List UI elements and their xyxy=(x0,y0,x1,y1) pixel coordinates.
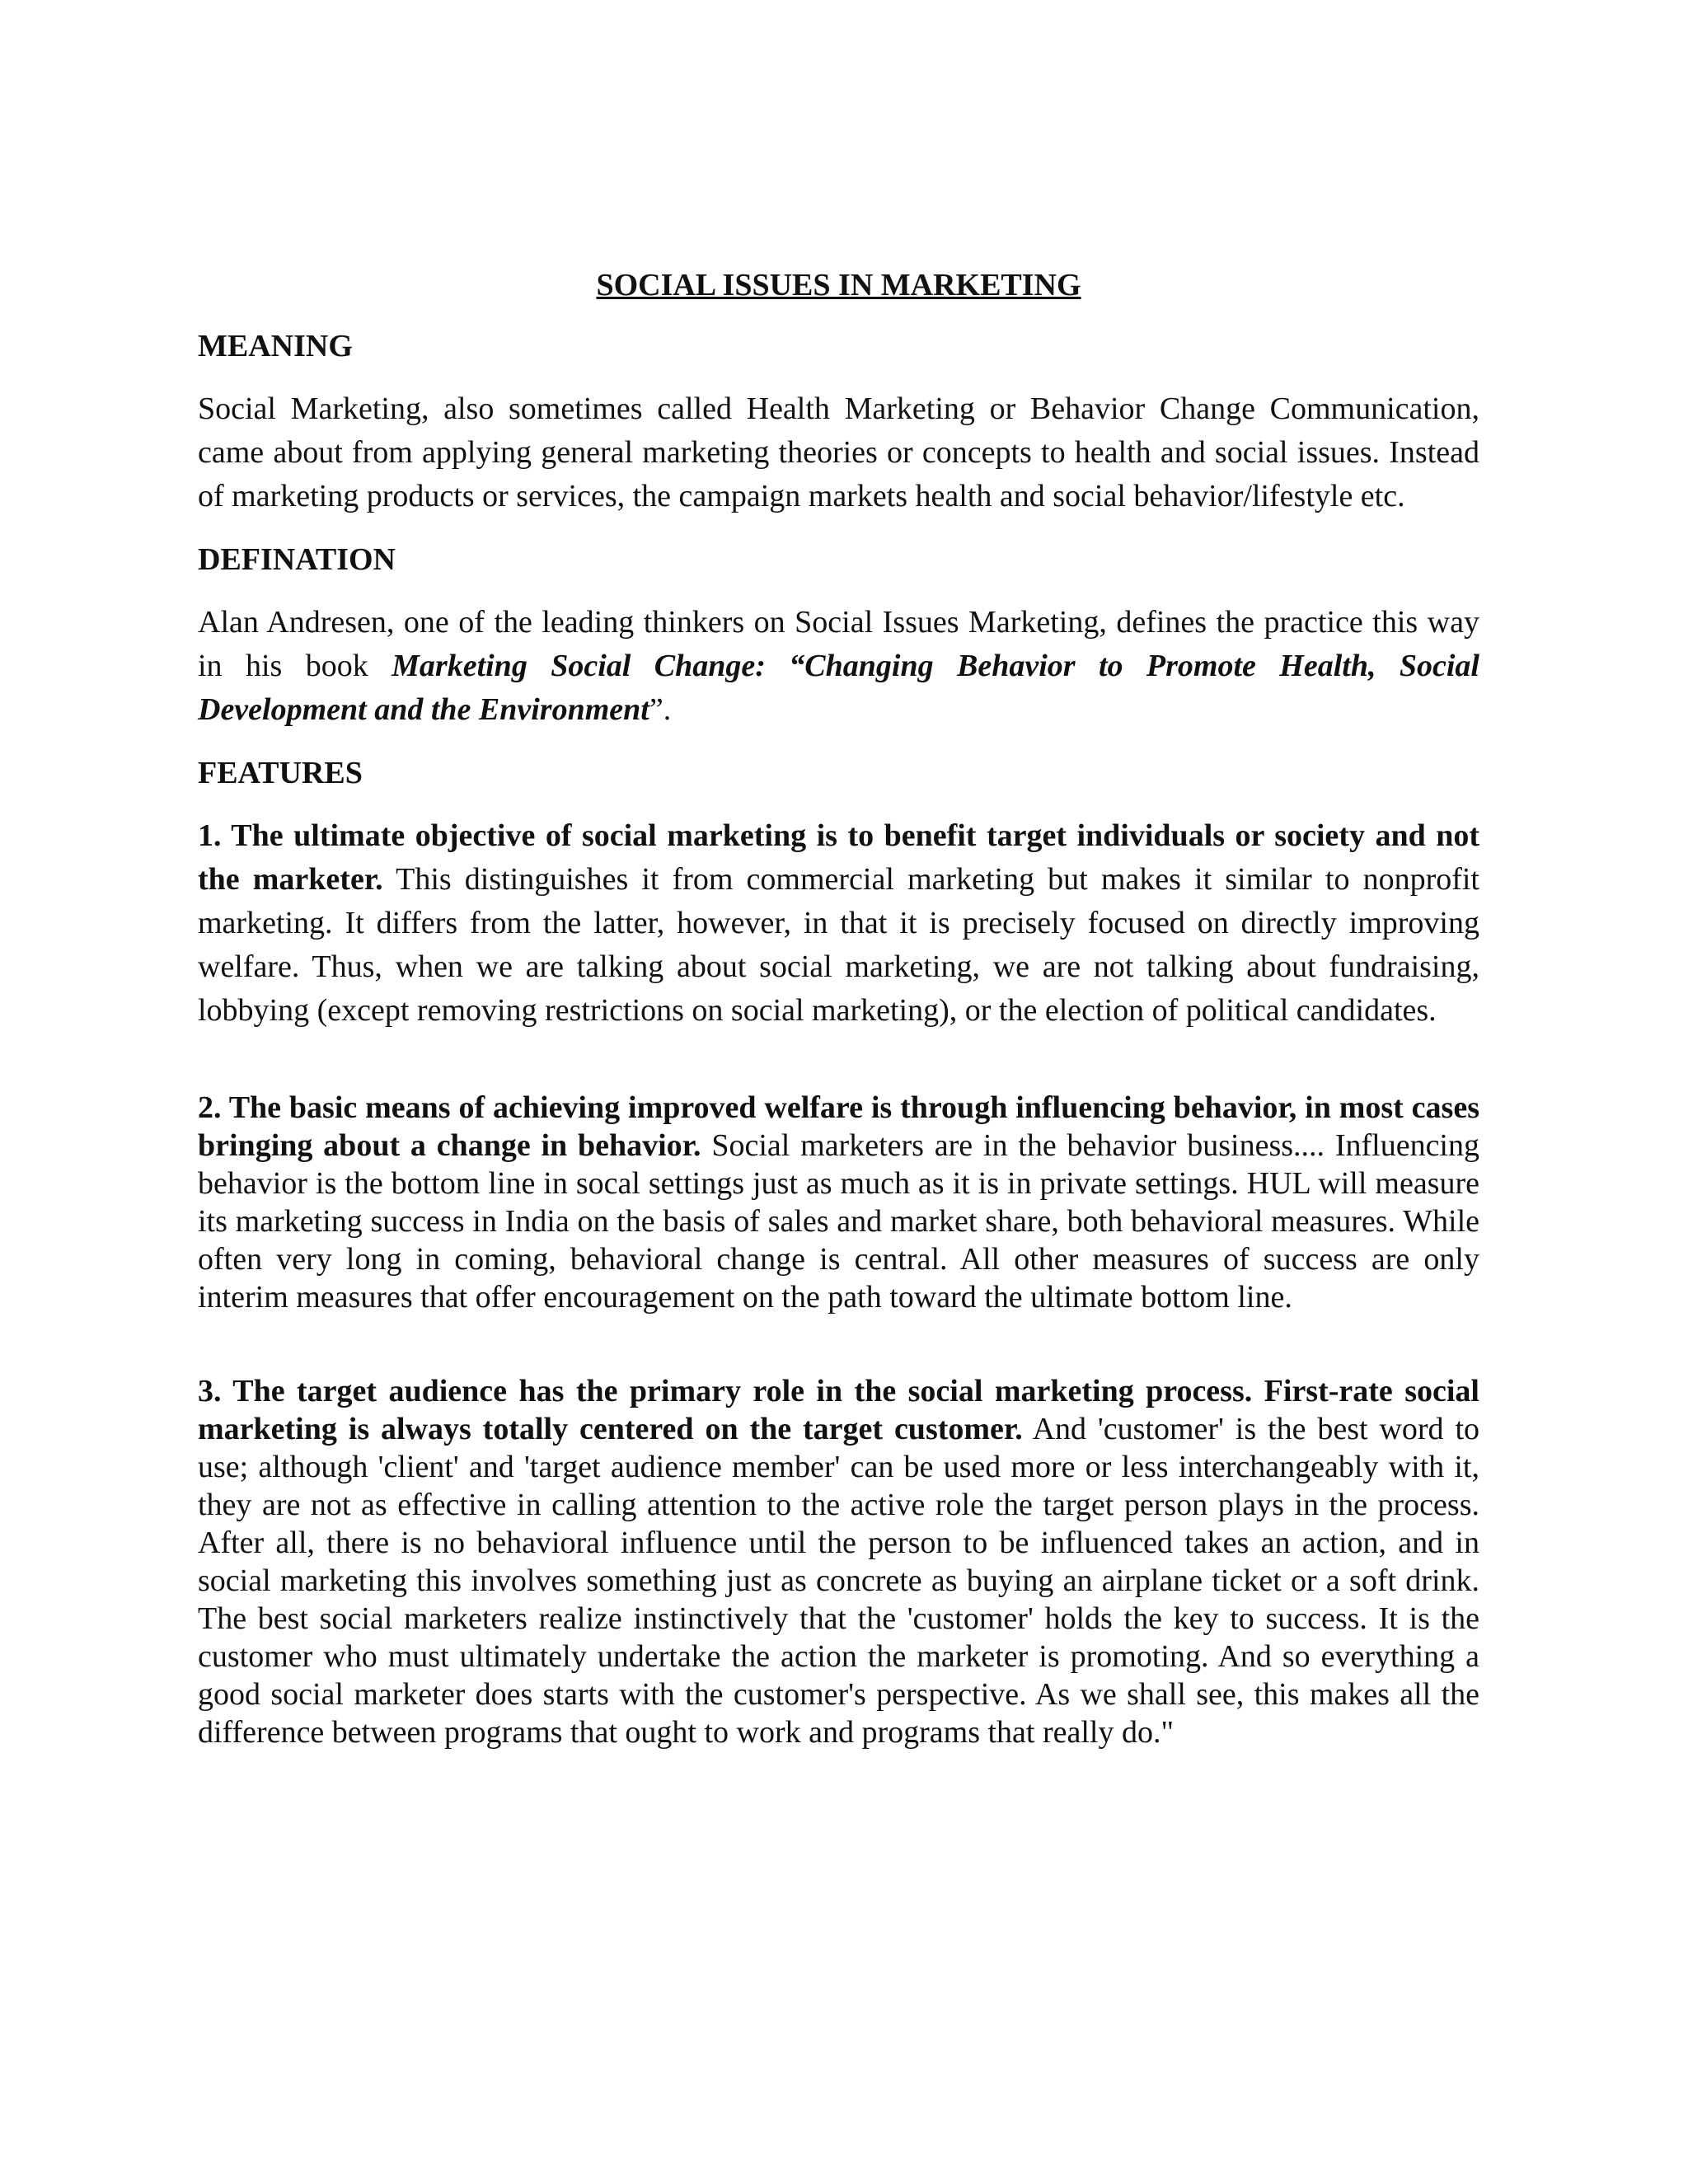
feature-item-3 xyxy=(198,1372,1479,1751)
definition-text-before: Alan Andresen, one of the leading thinkers on Social Issues Marketing, defines the practice this way in his book xyxy=(198,605,1479,683)
feature-3-text: And 'customer' is the best word to use; although 'client' and 'target audience member' can be used more or less interchangeably with it, they are not as effective in calling attention to the active role the target person plays in the process. After all, there is no behavioral influence until the person to be influenced takes an action, and in social marketing this involves something just as concrete as buying an airplane ticket or a soft drink. The best social marketers realize instinctively that the 'customer' holds the key to success. It is the customer who must ultimately undertake the action the marketer is promoting. And so everything a good social marketer does starts with the customer's perspective. As we shall see, this makes all the difference between programs that ought to work and programs that really do." xyxy=(198,1412,1479,1750)
paragraph-gap xyxy=(198,1054,1479,1089)
meaning-heading: MEANING xyxy=(198,329,353,363)
definition-text-after: ”. xyxy=(649,692,672,727)
definition-paragraph xyxy=(198,601,1479,732)
paragraph-gap xyxy=(198,1338,1479,1372)
feature-1-text: This distinguishes it from commercial marketing but makes it similar to nonprofit marketing. It differs from the latter, however, in that it is precisely focused on directly improving welfare. Thus, when we are talking about social marketing, we are not talking about fundraising, lobbying (except removing restrictions on social marketing), or the election of political candidates. xyxy=(198,862,1479,1028)
feature-2-text: Social marketers are in the behavior business.... Influencing behavior is the bottom line in socal settings just as much as it is in private settings. HUL will measure its marketing success in India on the basis of sales and market share, both behavioral measures. While often very long in coming, behavioral change is central. All other measures of success are only interim measures that offer encouragement on the path toward the ultimate bottom line. xyxy=(198,1128,1479,1315)
feature-2-lead: 2. The basic means of achieving improved welfare is through influencing behavior, in most cases bringing about a change in behavior. xyxy=(198,1090,1479,1163)
meaning-paragraph: Social Marketing, also sometimes called Health Marketing or Behavior Change Communication, came about from applying general marketing theories or concepts to health and social issues. Instead of marketing products or services, the campaign markets health and social behavior/lifestyle etc. xyxy=(198,391,1479,513)
feature-1-lead: 1. The ultimate objective of social marketing is to benefit target individuals or society and not the marketer. xyxy=(198,818,1479,897)
feature-item-1 xyxy=(198,814,1479,1033)
document-title: SOCIAL ISSUES IN MARKETING xyxy=(596,268,1081,302)
feature-3-lead: 3. The target audience has the primary role in the social marketing process. First-rate social marketing is always totally centered on the target customer. xyxy=(198,1374,1479,1446)
document-page xyxy=(198,265,1479,1773)
definition-heading: DEFINATION xyxy=(198,542,396,577)
feature-item-2 xyxy=(198,1089,1479,1316)
book-title: Marketing Social Change: “Changing Behavior to Promote Health, Social Development and the Environment xyxy=(198,649,1479,727)
features-heading: FEATURES xyxy=(198,756,363,790)
